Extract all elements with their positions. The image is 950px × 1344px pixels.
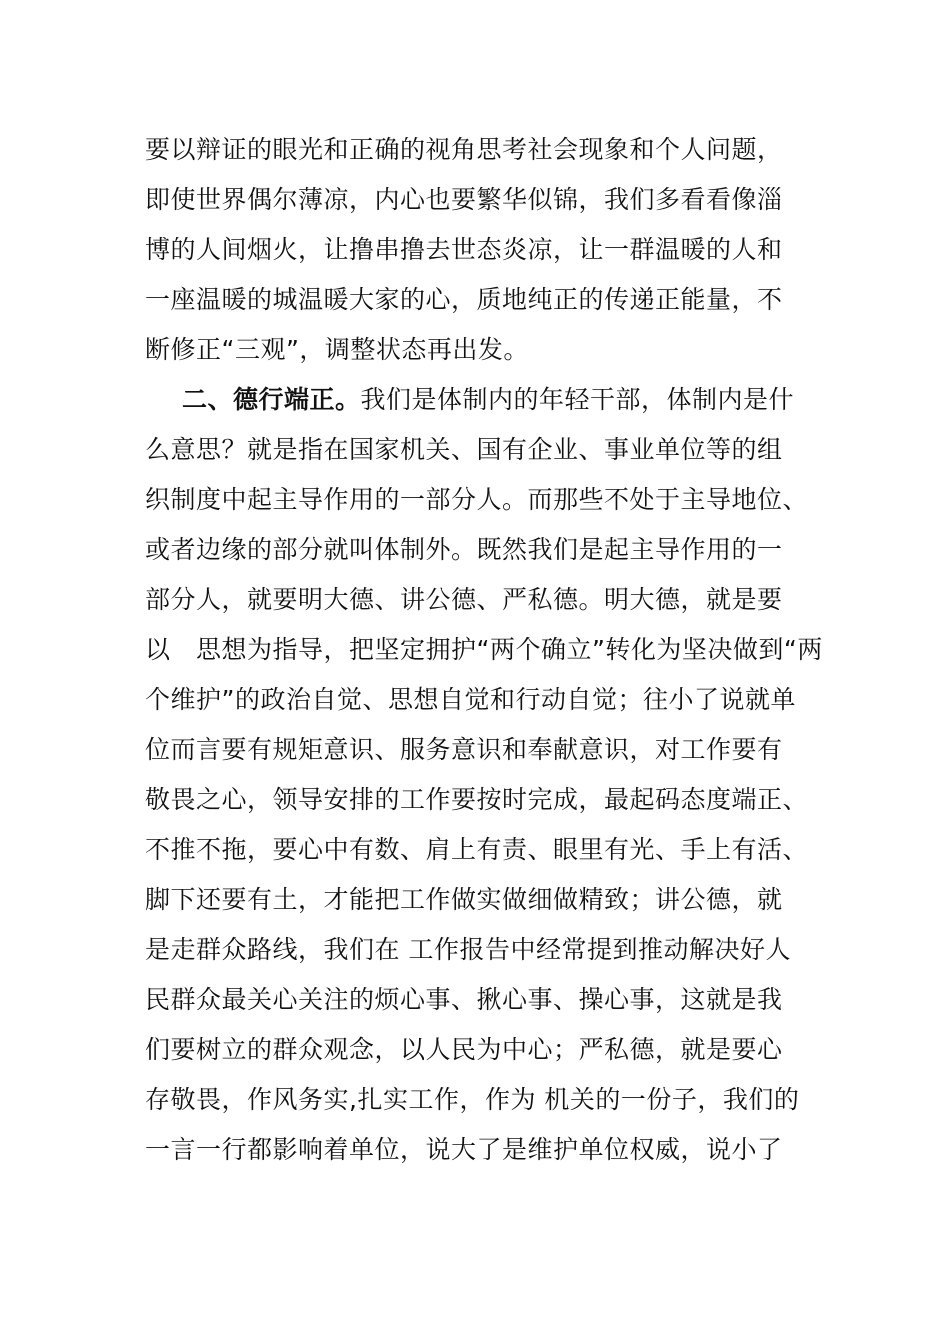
- paragraph-line: 存敬畏，作风务实,扎实工作，作为 机关的一份子，我们的: [145, 1085, 800, 1114]
- paragraph-line: 一言一行都影响着单位，说大了是维护单位权威，说小了: [145, 1135, 783, 1164]
- paragraph-line: 不推不拖，要心中有数、肩上有责、眼里有光、手上有活、: [145, 835, 809, 864]
- paragraph-line: 一座温暖的城温暖大家的心，质地纯正的传递正能量，不: [145, 285, 783, 314]
- paragraph-line: 脚下还要有土，才能把工作做实做细做精致；讲公德，就: [145, 885, 783, 914]
- paragraph-line: 敬畏之心，领导安排的工作要按时完成，最起码态度端正、: [145, 785, 809, 814]
- paragraph-line: 要以辩证的眼光和正确的视角思考社会现象和个人问题，: [145, 135, 783, 164]
- body-text: [145, 125, 823, 1175]
- paragraph-line: 么意思？就是指在国家机关、国有企业、事业单位等的组: [145, 435, 783, 464]
- paragraph-line: 以 思想为指导，把坚定拥护“两个确立”转化为坚决做到“两: [145, 635, 823, 664]
- section-first-line-text: 我们是体制内的年轻干部，体制内是什: [360, 385, 795, 414]
- paragraph-line: 部分人，就要明大德、讲公德、严私德。明大德，就是要: [145, 585, 783, 614]
- paragraph-line: 是走群众路线，我们在 工作报告中经常提到推动解决好人: [145, 935, 791, 964]
- section-first-line: [145, 375, 815, 425]
- paragraph-line: 即使世界偶尔薄凉，内心也要繁华似锦，我们多看看像淄: [145, 185, 783, 214]
- paragraph-line: 们要树立的群众观念，以人民为中心；严私德，就是要心: [145, 1035, 783, 1064]
- paragraph-line: 位而言要有规矩意识、服务意识和奉献意识，对工作要有: [145, 735, 783, 764]
- paragraph-line: 民群众最关心关注的烦心事、揪心事、操心事，这就是我: [145, 985, 783, 1014]
- paragraph-line: 博的人间烟火，让撸串撸去世态炎凉，让一群温暖的人和: [145, 235, 783, 264]
- section-heading: 二、德行端正。: [182, 385, 361, 414]
- paragraph-line: 个维护”的政治自觉、思想自觉和行动自觉；往小了说就单: [145, 685, 796, 714]
- paragraph-line: 或者边缘的部分就叫体制外。既然我们是起主导作用的一: [145, 535, 783, 564]
- paragraph-line: 断修正“三观”，调整状态再出发。: [145, 335, 529, 364]
- paragraph-line: 织制度中起主导作用的一部分人。而那些不处于主导地位、: [145, 485, 809, 514]
